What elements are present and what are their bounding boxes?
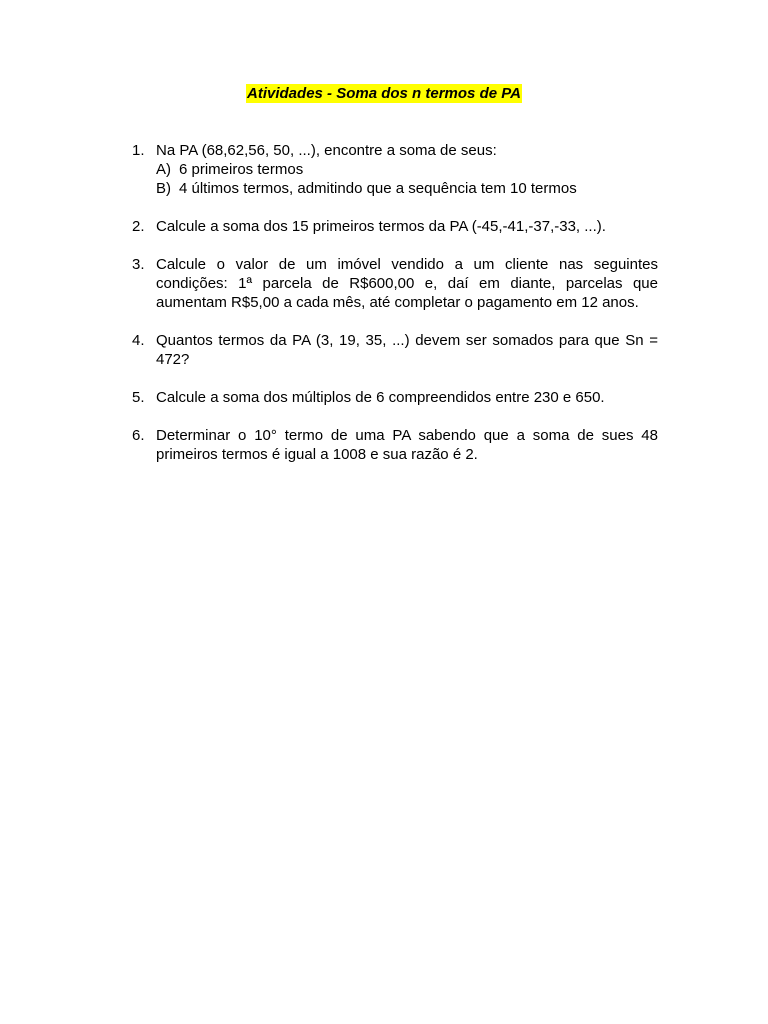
question-6 bbox=[132, 426, 658, 464]
subitem-text: 4 últimos termos, admitindo que a sequência tem 10 termos bbox=[179, 180, 577, 197]
question-number: 1. bbox=[132, 142, 145, 159]
question-text: Calcule o valor de um imóvel vendido a um cliente nas seguintes condições: 1ª parcela de R$600,00 e, daí em diante, parcelas que aumentam R$5,00 a cada mês, até completar o pagamento em 12 anos. bbox=[156, 256, 658, 311]
question-number: 4. bbox=[132, 332, 145, 349]
question-text: Na PA (68,62,56, 50, ...), encontre a soma de seus: bbox=[156, 142, 497, 159]
subitem-letter: A) bbox=[156, 161, 171, 178]
question-text: Calcule a soma dos múltiplos de 6 compreendidos entre 230 e 650. bbox=[156, 389, 605, 406]
question-text: Quantos termos da PA (3, 19, 35, ...) devem ser somados para que Sn = 472? bbox=[156, 332, 658, 368]
question-number: 6. bbox=[132, 427, 145, 444]
question-number: 3. bbox=[132, 256, 145, 273]
question-text: Determinar o 10° termo de uma PA sabendo que a soma de sues 48 primeiros termos é igual a 1008 e sua razão é 2. bbox=[156, 427, 658, 463]
question-list bbox=[132, 141, 658, 483]
subitem-b bbox=[156, 179, 658, 198]
page-title: Atividades - Soma dos n termos de PA bbox=[247, 85, 521, 102]
question-5 bbox=[132, 388, 658, 407]
subitem-a bbox=[156, 160, 658, 179]
question-3 bbox=[132, 255, 658, 312]
title-container bbox=[0, 84, 768, 103]
question-4 bbox=[132, 331, 658, 369]
question-number: 5. bbox=[132, 389, 145, 406]
question-1 bbox=[132, 141, 658, 198]
question-text: Calcule a soma dos 15 primeiros termos da PA (-45,-41,-37,-33, ...). bbox=[156, 218, 606, 235]
question-number: 2. bbox=[132, 218, 145, 235]
subitem-letter: B) bbox=[156, 180, 171, 197]
subitem-text: 6 primeiros termos bbox=[179, 161, 304, 178]
question-2 bbox=[132, 217, 658, 236]
